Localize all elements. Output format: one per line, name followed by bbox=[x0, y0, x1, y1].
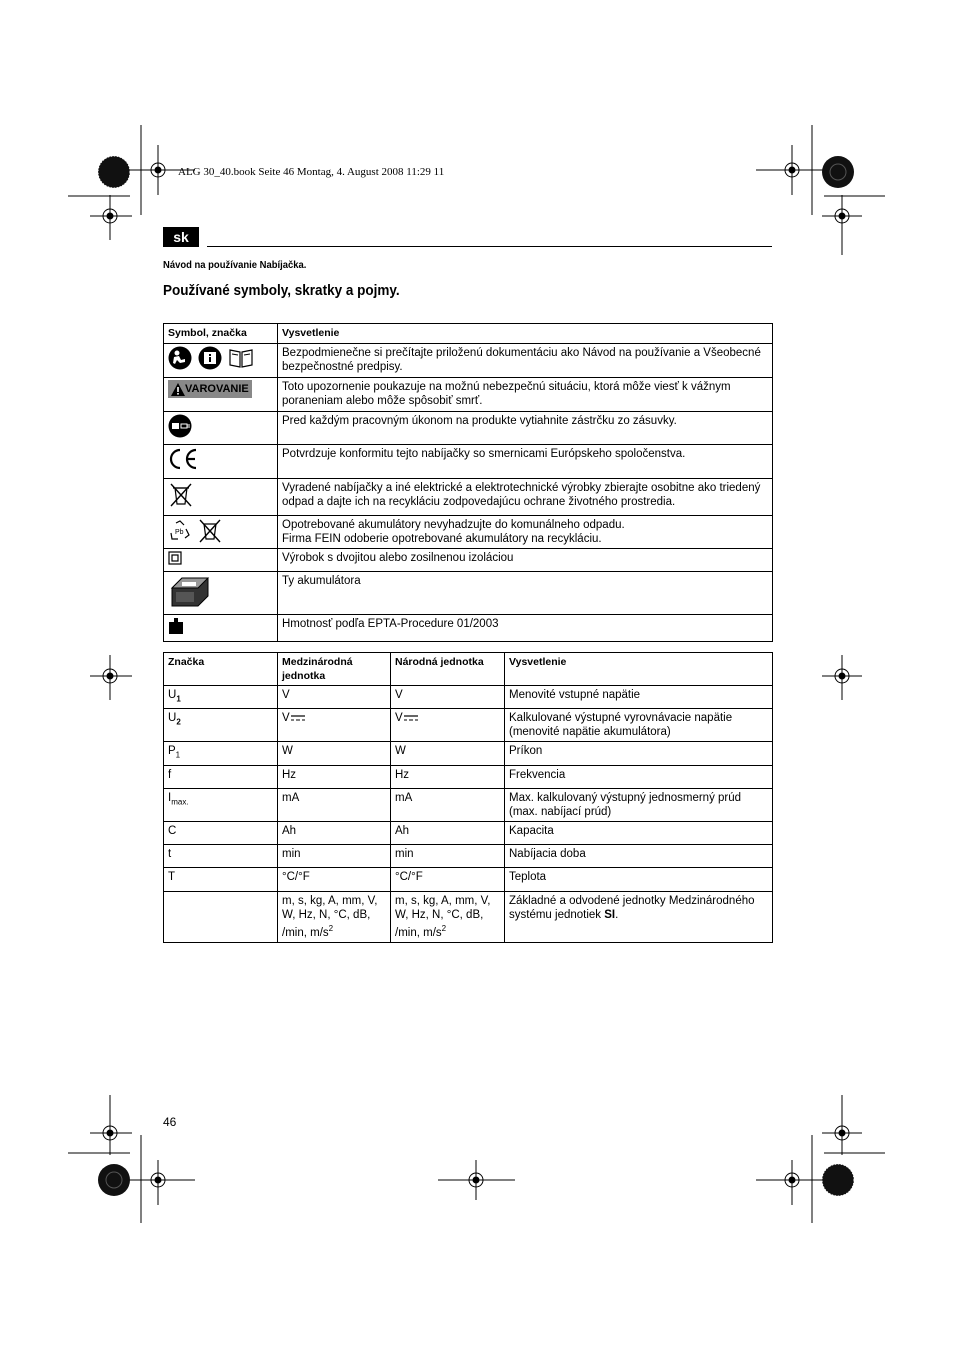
symbol-cell: $U_2$ bbox=[164, 709, 278, 742]
units-table bbox=[163, 652, 773, 943]
page-number: 46 bbox=[163, 1115, 177, 1129]
symbol-cell bbox=[164, 615, 278, 642]
national-unit-cell: min bbox=[391, 845, 505, 868]
file-info-header: ALG 30_40.book Seite 46 Montag, 4. August 2008 11:29 11 bbox=[178, 166, 445, 178]
symbol-cell bbox=[164, 479, 278, 516]
intl-unit-cell: V bbox=[278, 709, 391, 742]
description-cell: Potvrdzuje konformitu tejto nabíjačky so smernicami Európskeho spoločenstva. bbox=[278, 445, 773, 479]
dc-symbol-icon bbox=[291, 714, 305, 722]
table-row bbox=[164, 516, 773, 549]
description-cell: Hmotnosť podľa EPTA-Procedure 01/2003 bbox=[278, 615, 773, 642]
table-row bbox=[164, 378, 773, 412]
table-row bbox=[164, 479, 773, 516]
description-cell: Pred každým pracovným úkonom na produkte vytiahnite zástrčku zo zásuvky. bbox=[278, 412, 773, 445]
column-header: Značka bbox=[164, 653, 278, 686]
table-row bbox=[164, 412, 773, 445]
crossed-bin-icon bbox=[198, 518, 222, 544]
table-header-row bbox=[164, 324, 773, 344]
table-row bbox=[164, 742, 773, 765]
national-unit-cell: Hz bbox=[391, 765, 505, 788]
intl-unit-cell: °C/°F bbox=[278, 868, 391, 891]
national-unit-cell: W bbox=[391, 742, 505, 765]
symbol-cell: t bbox=[164, 845, 278, 868]
description-cell: Frekvencia bbox=[505, 765, 773, 788]
weight-icon bbox=[168, 617, 184, 635]
description-cell: Vyradené nabíjačky a iné elektrické a elektrotechnické výrobky zbierajte osobitne ako triedený odpad a dajte ich na recykláciu zodpovedajúcu ochrane životného prostredia. bbox=[278, 479, 773, 516]
description-cell: Výrobok s dvojitou alebo zosilnenou izoláciou bbox=[278, 549, 773, 572]
table-row bbox=[164, 788, 773, 821]
warning-label: VAROVANIE bbox=[168, 380, 252, 398]
national-unit-cell: m, s, kg, A, mm, V, W, Hz, N, °C, dB, /min, $m/s^2$ bbox=[391, 891, 505, 942]
description-cell: Menovité vstupné napätie bbox=[505, 686, 773, 709]
language-badge: sk bbox=[163, 227, 199, 247]
warning-triangle-icon bbox=[171, 383, 185, 396]
symbol-cell bbox=[164, 378, 278, 412]
symbol-cell bbox=[164, 891, 278, 942]
table-row bbox=[164, 765, 773, 788]
dc-symbol-icon bbox=[404, 714, 418, 722]
column-header: Vysvetlenie bbox=[278, 324, 773, 344]
symbol-cell: $P_1$ bbox=[164, 742, 278, 765]
intl-unit-cell: Hz bbox=[278, 765, 391, 788]
symbol-cell: $I_{max.}$ bbox=[164, 788, 278, 821]
symbol-cell: $U_1$ bbox=[164, 686, 278, 709]
recycle-icon bbox=[168, 519, 192, 543]
national-unit-cell: V bbox=[391, 686, 505, 709]
description-cell: Nabíjacia doba bbox=[505, 845, 773, 868]
description-cell: Bezpodmienečne si prečítajte priloženú dokumentáciu ako Návod na používanie a Všeobecné bezpečnostné predpisy. bbox=[278, 344, 773, 378]
column-header: Medzinárodná jednotka bbox=[278, 653, 391, 686]
symbols-table bbox=[163, 323, 773, 642]
symbol-cell bbox=[164, 412, 278, 445]
column-header: Národná jednotka bbox=[391, 653, 505, 686]
table-row bbox=[164, 572, 773, 615]
read-manual-icon bbox=[168, 346, 192, 370]
symbol-cell bbox=[164, 516, 278, 549]
table-row bbox=[164, 845, 773, 868]
description-cell: Ty akumulátora bbox=[278, 572, 773, 615]
header-rule bbox=[207, 246, 772, 247]
national-unit-cell: Ah bbox=[391, 821, 505, 844]
crossed-bin-icon bbox=[168, 481, 194, 509]
table-row bbox=[164, 868, 773, 891]
description-cell: Základné a odvodené jednotky Medzinárodného systému jednotiek SI. bbox=[505, 891, 773, 942]
table-row bbox=[164, 686, 773, 709]
document-subtitle: Návod na používanie Nabíjačka. bbox=[163, 259, 307, 271]
description-cell: Príkon bbox=[505, 742, 773, 765]
intl-unit-cell: Ah bbox=[278, 821, 391, 844]
intl-unit-cell: mA bbox=[278, 788, 391, 821]
unplug-icon bbox=[168, 414, 192, 438]
description-cell: Teplota bbox=[505, 868, 773, 891]
table-row bbox=[164, 709, 773, 742]
national-unit-cell: mA bbox=[391, 788, 505, 821]
symbol-cell: C bbox=[164, 821, 278, 844]
description-cell: Toto upozornenie poukazuje na možnú nebezpečnú situáciu, ktorá môže viesť k vážnym poraneniam alebo môže spôsobiť smrť. bbox=[278, 378, 773, 412]
open-book-icon bbox=[228, 346, 254, 370]
battery-pack-icon bbox=[168, 574, 212, 608]
manual-book-icon bbox=[198, 346, 222, 370]
symbol-cell bbox=[164, 445, 278, 479]
svg-text:Pb: Pb bbox=[175, 529, 184, 536]
symbol-cell bbox=[164, 344, 278, 378]
table-row bbox=[164, 615, 773, 642]
table-row bbox=[164, 344, 773, 378]
table-row bbox=[164, 821, 773, 844]
column-header: Symbol, značka bbox=[164, 324, 278, 344]
table-row bbox=[164, 549, 773, 572]
symbol-cell bbox=[164, 572, 278, 615]
table-header-row bbox=[164, 653, 773, 686]
description-cell: Max. kalkulovaný výstupný jednosmerný prúd (max. nabíjací prúd) bbox=[505, 788, 773, 821]
national-unit-cell: °C/°F bbox=[391, 868, 505, 891]
intl-unit-cell: W bbox=[278, 742, 391, 765]
symbol-cell: f bbox=[164, 765, 278, 788]
intl-unit-cell: V bbox=[278, 686, 391, 709]
symbol-cell: T bbox=[164, 868, 278, 891]
national-unit-cell: V bbox=[391, 709, 505, 742]
description-cell: Kalkulované výstupné vyrovnávacie napätie (menovité napätie akumulátora) bbox=[505, 709, 773, 742]
ce-mark-icon bbox=[168, 447, 198, 471]
double-insulation-icon bbox=[168, 551, 182, 565]
description-cell: Opotrebované akumulátory nevyhadzujte do komunálneho odpadu. Firma FEIN odoberie opotrebované akumulátory na recykláciu. bbox=[278, 516, 773, 549]
page-title: Používané symboly, skratky a pojmy. bbox=[163, 282, 400, 299]
description-cell: Kapacita bbox=[505, 821, 773, 844]
symbol-cell bbox=[164, 549, 278, 572]
intl-unit-cell: m, s, kg, A, mm, V, W, Hz, N, °C, dB, /min, $m/s^2$ bbox=[278, 891, 391, 942]
column-header: Vysvetlenie bbox=[505, 653, 773, 686]
table-row bbox=[164, 445, 773, 479]
intl-unit-cell: min bbox=[278, 845, 391, 868]
table-row bbox=[164, 891, 773, 942]
